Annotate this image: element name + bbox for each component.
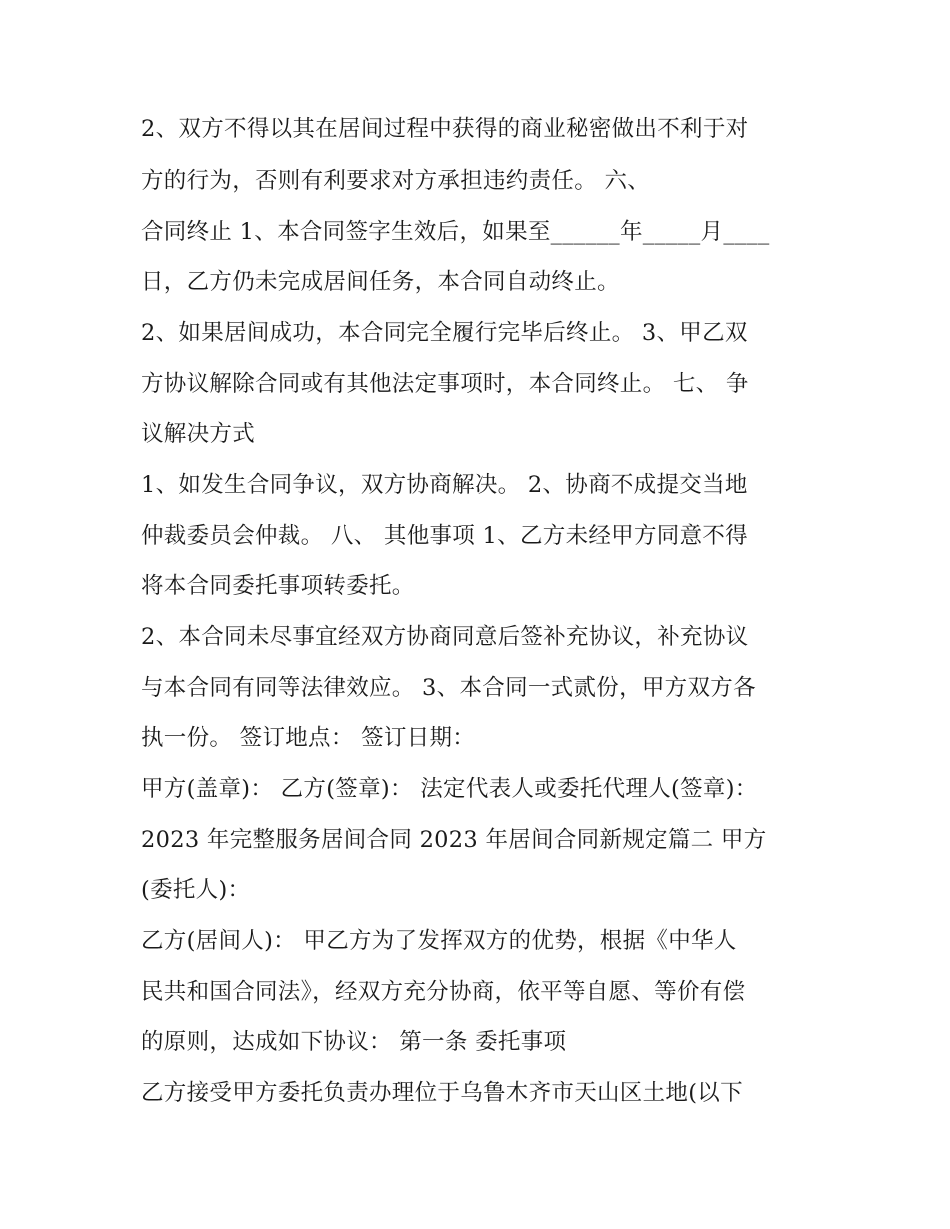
text-line: 仲裁委员会仲裁。 八、 其他事项 1、乙方未经甲方同意不得	[141, 523, 748, 549]
text-line: 乙方(居间人)： 甲乙方为了发挥双方的优势，根据《中华人	[141, 928, 737, 954]
text-line: 民共和国合同法》，经双方充分协商，依平等自愿、等价有偿	[141, 979, 746, 1005]
text-line: 1、如发生合同争议，双方协商解决。 2、协商不成提交当地	[141, 472, 748, 498]
text-line: 的原则，达成如下协议： 第一条 委托事项	[141, 1029, 567, 1055]
text-line: 2023 年完整服务居间合同 2023 年居间合同新规定篇二 甲方	[141, 827, 767, 853]
text-line: 执一份。 签订地点： 签订日期：	[141, 725, 476, 751]
text-line: (委托人)：	[141, 877, 251, 903]
text-line: 议解决方式	[141, 421, 256, 447]
text-line: 2、双方不得以其在居间过程中获得的商业秘密做出不利于对	[141, 116, 749, 142]
text-line: 乙方接受甲方委托负责办理位于乌鲁木齐市天山区土地(以下	[141, 1080, 743, 1106]
text-line: 方的行为，否则有利要求对方承担违约责任。 六、	[141, 168, 651, 194]
text-line: 2、本合同未尽事宜经双方协商同意后签补充协议，补充协议	[141, 624, 749, 650]
text-line: 日，乙方仍未完成居间任务，本合同自动终止。	[141, 269, 620, 295]
text-line: 合同终止 1、本合同签字生效后，如果至______年_____月____	[141, 219, 770, 245]
text-line: 将本合同委托事项转委托。	[141, 573, 415, 599]
text-line: 2、如果居间成功，本合同完全履行完毕后终止。 3、甲乙双	[141, 320, 748, 346]
text-line: 方协议解除合同或有其他法定事项时，本合同终止。 七、 争	[141, 371, 749, 397]
text-line: 甲方(盖章)： 乙方(签章)： 法定代表人或委托代理人(签章)：	[141, 776, 758, 802]
text-line: 与本合同有同等法律效应。 3、本合同一式贰份，甲方双方各	[141, 675, 756, 701]
